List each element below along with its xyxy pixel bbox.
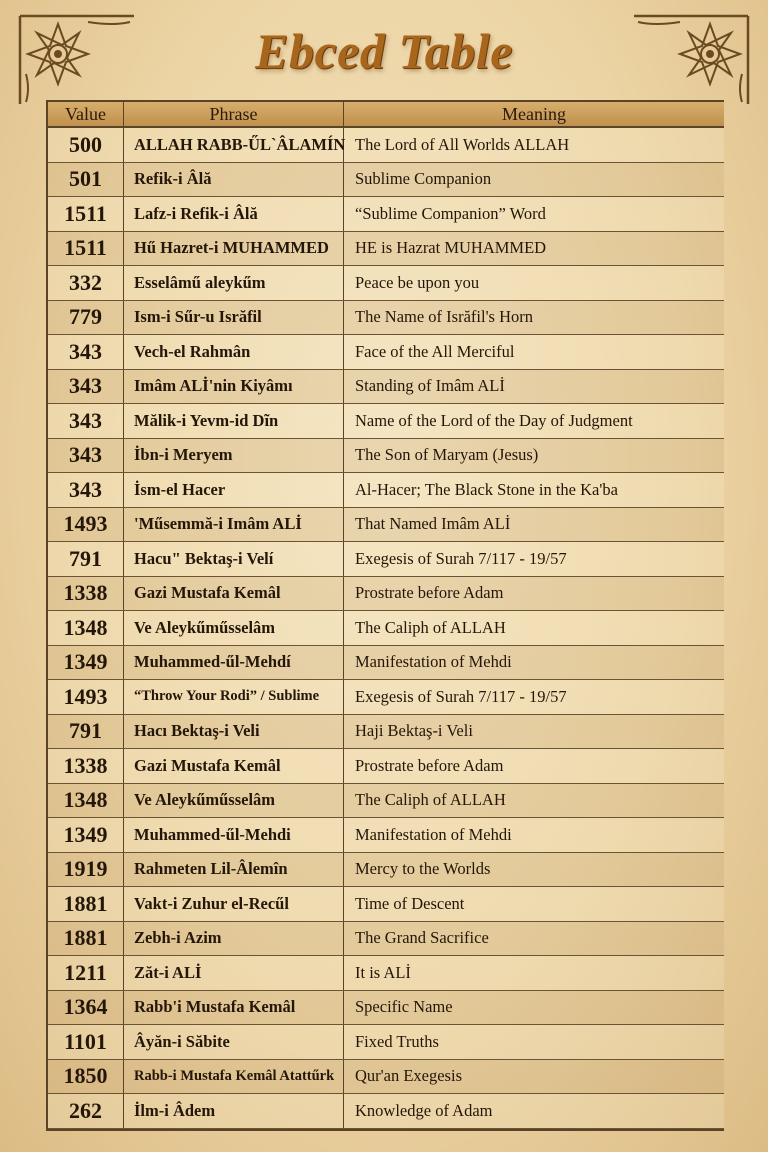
cell-phrase: Hacu" Bektaş-i Velí [134,548,274,568]
cell-value-cell [48,1060,124,1094]
cell-meaning: Specific Name [355,997,453,1017]
cell-value: 332 [69,269,102,295]
cell-phrase: Vakt-i Zuhur el-Recűl [134,893,289,913]
table-row [48,197,724,232]
table-row [48,680,724,715]
cell-meaning: Prostrate before Adam [355,583,504,603]
cell-phrase-cell [124,163,344,197]
cell-phrase: Rabb'i Mustafa Kemâl [134,997,296,1017]
cell-phrase: Mălik-i Yevm-id Dĩn [134,410,279,430]
cell-value: 1919 [63,856,108,882]
cell-meaning: Peace be upon you [355,272,480,292]
cell-meaning: The Caliph of ALLAH [355,617,506,637]
cell-value: 343 [69,442,102,468]
cell-phrase-cell [124,335,344,369]
cell-meaning-cell [344,680,724,714]
table-row [48,853,724,888]
cell-phrase-cell [124,922,344,956]
cell-meaning: Mercy to the Worlds [355,859,491,879]
cell-meaning-cell [344,197,724,231]
cell-meaning-cell [344,991,724,1025]
cell-value: 343 [69,373,102,399]
cell-meaning-cell [344,818,724,852]
cell-value-cell [48,197,124,231]
cell-meaning: HE is Hazrat MUHAMMED [355,238,547,258]
cell-meaning: The Son of Maryam (Jesus) [355,445,539,465]
cell-phrase: Rabb-i Mustafa Kemâl Atattűrk [134,1067,335,1084]
cell-value-cell [48,370,124,404]
cell-phrase-cell [124,991,344,1025]
cell-value: 1511 [64,200,107,226]
table-row [48,784,724,819]
cell-meaning-cell [344,749,724,783]
cell-meaning: The Caliph of ALLAH [355,790,506,810]
table-row [48,1060,724,1095]
table-row [48,1025,724,1060]
cell-meaning: Manifestation of Mehdi [355,824,512,844]
cell-meaning: The Grand Sacrifice [355,928,489,948]
cell-value: 1364 [63,994,108,1020]
cell-value: 1101 [64,1028,107,1054]
cell-phrase: Lafz-i Refik-i Âlă [134,203,258,223]
cell-phrase: ALLAH RABB-ŰL`ÂLAMÍN [134,134,346,154]
table-row [48,577,724,612]
cell-meaning-cell [344,887,724,921]
cell-phrase: İbn-i Meryem [134,445,233,465]
cell-phrase: Rahmeten Lil-Âlemîn [134,859,288,879]
table-row [48,887,724,922]
cell-meaning: Al-Hacer; The Black Stone in the Ka'ba [355,479,618,499]
cell-phrase-cell [124,301,344,335]
cell-meaning: Name of the Lord of the Day of Judgment [355,410,633,430]
cell-value: 1493 [63,683,108,709]
cell-value: 501 [69,166,102,192]
cell-value-cell [48,128,124,162]
cell-value: 500 [69,131,102,157]
cell-phrase: Zebh-i Azim [134,928,222,948]
table-header [48,100,724,128]
cell-phrase: Ve Aleykűműsselâm [134,617,276,637]
cell-value-cell [48,404,124,438]
cell-phrase: 'Műsemmă-i Imâm ALİ [134,514,302,534]
cell-meaning: Qur'an Exegesis [355,1066,462,1086]
cell-value-cell [48,922,124,956]
table-row [48,922,724,957]
cell-meaning-cell [344,1094,724,1128]
cell-value-cell [48,887,124,921]
cell-value-cell [48,439,124,473]
cell-meaning-cell [344,853,724,887]
cell-meaning: Knowledge of Adam [355,1100,493,1120]
cell-meaning-cell [344,956,724,990]
cell-meaning: Fixed Truths [355,1031,439,1051]
cell-phrase: Esselâmű aleykűm [134,272,266,292]
cell-meaning-cell [344,577,724,611]
cell-phrase-cell [124,749,344,783]
cell-value-cell [48,991,124,1025]
cell-phrase: İlm-i Âdem [134,1100,216,1120]
table-body [48,128,724,1129]
cell-phrase-cell [124,646,344,680]
cell-value: 1349 [63,821,108,847]
cell-value: 1348 [63,787,108,813]
cell-phrase-cell [124,784,344,818]
table-row [48,128,724,163]
cell-phrase: Ve Aleykűműsselâm [134,790,276,810]
cell-meaning-cell [344,439,724,473]
table-row [48,542,724,577]
cell-value-cell [48,611,124,645]
cell-phrase: Hű Hazret-i MUHAMMED [134,238,329,258]
cell-phrase-cell [124,956,344,990]
cell-phrase: Muhammed-űl-Mehdi [134,824,291,844]
cell-phrase: Muhammed-űl-Mehdí [134,652,291,672]
cell-phrase-cell [124,508,344,542]
cell-meaning-cell [344,784,724,818]
cell-value: 343 [69,407,102,433]
cell-meaning: Exegesis of Surah 7/117 - 19/57 [355,686,567,706]
cell-value: 1881 [63,925,108,951]
cell-meaning-cell [344,232,724,266]
cell-value-cell [48,577,124,611]
cell-phrase-cell [124,439,344,473]
cell-meaning-cell [344,301,724,335]
cell-meaning: Haji Bektaş-i Veli [355,721,473,741]
cell-phrase-cell [124,887,344,921]
cell-phrase-cell [124,473,344,507]
cell-meaning: Exegesis of Surah 7/117 - 19/57 [355,548,567,568]
table-row [48,646,724,681]
cell-phrase-cell [124,1094,344,1128]
cell-meaning: “Sublime Companion” Word [355,203,546,223]
cell-value-cell [48,1025,124,1059]
cell-meaning: Prostrate before Adam [355,755,504,775]
cell-value-cell [48,335,124,369]
cell-phrase-cell [124,1025,344,1059]
cell-meaning: The Lord of All Worlds ALLAH [355,134,570,154]
cell-meaning-cell [344,542,724,576]
table-row [48,818,724,853]
cell-value: 1511 [64,235,107,261]
cell-meaning: It is ALİ [355,962,411,982]
cell-value-cell [48,646,124,680]
cell-value-cell [48,784,124,818]
cell-value: 1338 [63,752,108,778]
table-row [48,335,724,370]
cell-phrase-cell [124,232,344,266]
page-title: Ebced Table [255,23,513,79]
cell-phrase: Zăt-i ALİ [134,962,202,982]
table-row [48,1094,724,1129]
cell-phrase-cell [124,404,344,438]
cell-meaning: Face of the All Merciful [355,341,515,361]
header-value: Value [48,102,124,126]
cell-phrase: Hacı Bektaş-i Veli [134,721,260,741]
cell-meaning-cell [344,266,724,300]
cell-phrase-cell [124,818,344,852]
cell-meaning-cell [344,646,724,680]
cell-value-cell [48,749,124,783]
cell-meaning-cell [344,715,724,749]
cell-phrase: “Throw Your Rodi” / Sublime [134,688,320,705]
cell-value: 1881 [63,890,108,916]
cell-meaning-cell [344,508,724,542]
cell-phrase: Vech-el Rahmân [134,341,251,361]
table-row [48,956,724,991]
cell-value-cell [48,232,124,266]
cell-value: 791 [69,718,102,744]
cell-phrase-cell [124,577,344,611]
table-row [48,991,724,1026]
cell-value-cell [48,956,124,990]
cell-value: 343 [69,476,102,502]
cell-phrase: Gazi Mustafa Kemâl [134,755,281,775]
cell-meaning-cell [344,163,724,197]
table-row [48,163,724,198]
cell-value: 779 [69,304,102,330]
cell-value-cell [48,1094,124,1128]
table-row [48,266,724,301]
cell-phrase: Refik-i Âlă [134,169,212,189]
table-row [48,508,724,543]
header-phrase: Phrase [124,102,344,126]
cell-phrase-cell [124,197,344,231]
cell-value: 1211 [64,959,107,985]
cell-phrase: Imâm ALİ'nin Kiyâmı [134,376,293,396]
cell-meaning: Sublime Companion [355,169,492,189]
cell-meaning-cell [344,922,724,956]
cell-phrase-cell [124,542,344,576]
cell-phrase-cell [124,1060,344,1094]
cell-phrase: Ism-i Sűr-u Isrăfil [134,307,262,327]
table-row [48,370,724,405]
table-row [48,715,724,750]
cell-meaning: Time of Descent [355,893,465,913]
cell-value-cell [48,680,124,714]
cell-value: 1493 [63,511,108,537]
cell-meaning-cell [344,128,724,162]
cell-value: 1349 [63,649,108,675]
cell-phrase-cell [124,853,344,887]
cell-value-cell [48,301,124,335]
cell-phrase-cell [124,266,344,300]
cell-value-cell [48,473,124,507]
cell-value: 1348 [63,614,108,640]
cell-meaning: Manifestation of Mehdi [355,652,512,672]
cell-phrase-cell [124,370,344,404]
table-row [48,301,724,336]
cell-value: 791 [69,545,102,571]
table-row [48,404,724,439]
cell-value-cell [48,266,124,300]
cell-phrase-cell [124,680,344,714]
table-row [48,232,724,267]
table-row [48,749,724,784]
cell-value: 1850 [63,1063,108,1089]
cell-value: 262 [69,1097,102,1123]
cell-meaning-cell [344,370,724,404]
cell-phrase-cell [124,715,344,749]
cell-value: 343 [69,338,102,364]
cell-meaning: Standing of Imâm ALİ [355,376,505,396]
cell-value: 1338 [63,580,108,606]
header-meaning: Meaning [502,103,566,124]
cell-meaning-cell [344,1025,724,1059]
cell-phrase: Âyăn-i Săbite [134,1031,230,1051]
cell-value-cell [48,853,124,887]
table-row [48,473,724,508]
cell-phrase: Gazi Mustafa Kemâl [134,583,281,603]
cell-phrase-cell [124,611,344,645]
cell-value-cell [48,542,124,576]
cell-meaning-cell [344,335,724,369]
cell-value-cell [48,508,124,542]
cell-meaning-cell [344,473,724,507]
table-row [48,611,724,646]
cell-meaning-cell [344,611,724,645]
ebced-table [46,100,724,1131]
cell-meaning: The Name of Isrăfil's Horn [355,307,533,327]
cell-value-cell [48,163,124,197]
cell-meaning: That Named Imâm ALİ [355,514,511,534]
cell-phrase-cell [124,128,344,162]
cell-value-cell [48,715,124,749]
cell-meaning-cell [344,1060,724,1094]
cell-phrase: İsm-el Hacer [134,479,226,499]
cell-value-cell [48,818,124,852]
table-row [48,439,724,474]
cell-meaning-cell [344,404,724,438]
